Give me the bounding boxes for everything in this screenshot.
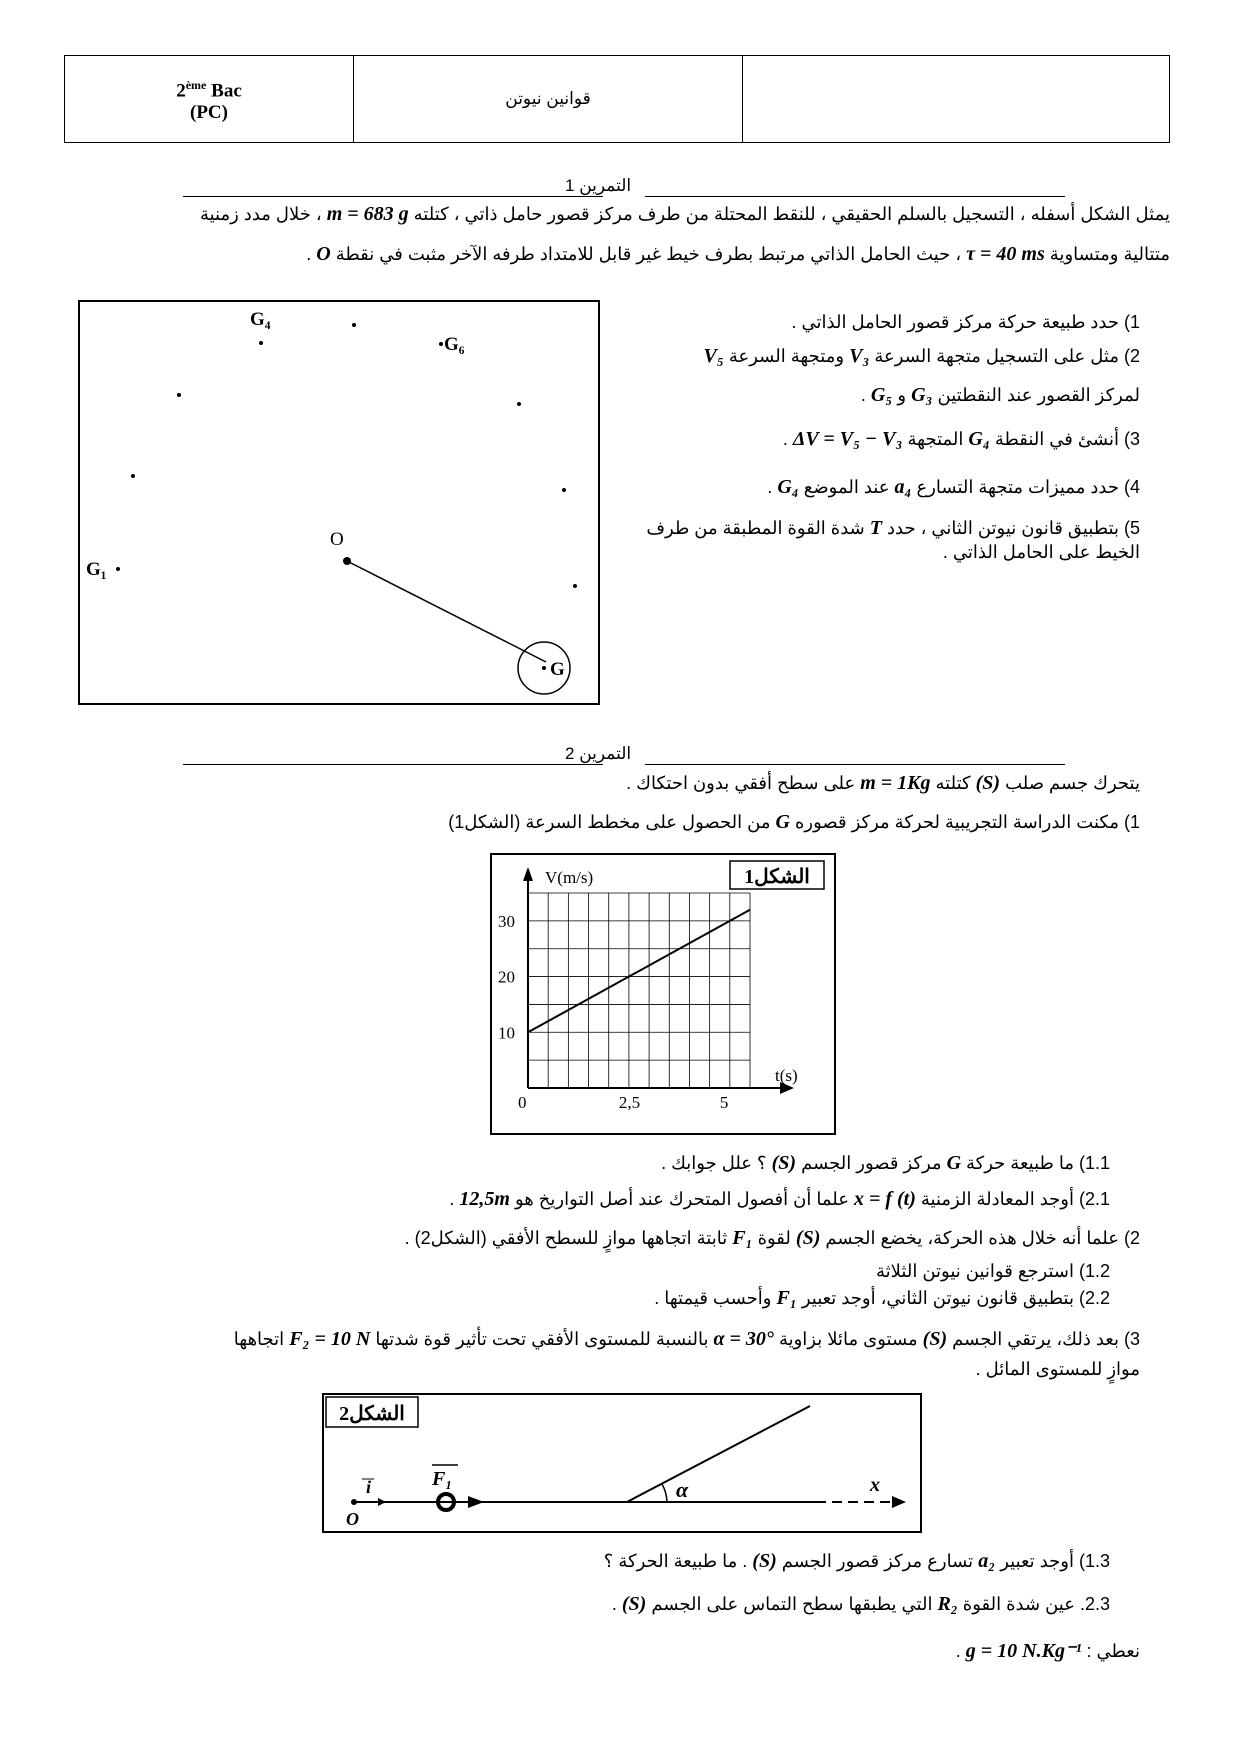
recording-point-g6 xyxy=(439,342,443,346)
exercise2-title-line-left xyxy=(183,764,603,765)
ex2-q3: 3) بعد ذلك، يرتقي الجسم (S) مستوى مائلا بزاوية α = 30° بالنسبة للمستوى الأفقي تحت تأثير قوة شدتها F₂ = 10 N اتجاهها xyxy=(233,1328,1140,1350)
label-o: O xyxy=(330,529,344,550)
recording-point-g2 xyxy=(131,474,135,478)
label-g1: G₁ xyxy=(86,559,107,580)
exercise1-title: التمرين 1 xyxy=(565,176,632,195)
ex1-q3: 3) أنشئ في النقطة G₄ المتجهة ΔV = V₅ − V₃ . xyxy=(782,428,1140,450)
label-g4: G₄ xyxy=(250,309,271,330)
fig2-angle-arc xyxy=(662,1484,667,1502)
stream-label: (PC) xyxy=(190,102,228,124)
chart-x-tick-label: 2,5 xyxy=(618,1093,641,1112)
ex1-q2b: لمركز القصور عند النقطتين G₃ و G₅ . xyxy=(860,384,1140,406)
recording-frame xyxy=(79,301,599,704)
recording-figure xyxy=(78,300,600,705)
chart-ylabel: V(m/s) xyxy=(545,868,594,887)
ex2-q3-line2: موازٍ للمستوى المائل . xyxy=(975,1359,1140,1379)
chart-y-arrow xyxy=(523,867,533,881)
exercise1-title-line-left xyxy=(183,196,603,197)
chart-x-tick-label: 0 xyxy=(518,1093,527,1112)
fig2-alpha: α xyxy=(676,1477,689,1502)
ex2-q2-1: 2.1) أوجد المعادلة الزمنية x = f (t) علما أن أفصول المتحرك عند أصل التواريخ هو 12,5m . xyxy=(449,1188,1110,1210)
fig2-i-arrow xyxy=(378,1498,386,1506)
label-g6: G₆ xyxy=(444,334,465,355)
recording-point-g8 xyxy=(562,488,566,492)
ex1-intro-line1: يمثل الشكل أسفله ، التسجيل بالسلم الحقيقي ، للنقط المحتلة من طرف مركز قصور حامل ذاتي ، كتلته m = 683 g ، خلال مدد زمنية xyxy=(199,203,1170,225)
ex1-q1: 1) حدد طبيعة حركة مركز قصور الحامل الذاتي . xyxy=(791,312,1140,332)
chart-title: الشكل1 xyxy=(744,866,810,888)
ex1-q5b: الخيط على الحامل الذاتي . xyxy=(942,542,1140,562)
ex1-intro-line2: متتالية ومتساوية τ = 40 ms ، حيث الحامل الذاتي مرتبط بطرف خيط غير قابل للامتداد طرفه الآخر مثبت في نقطة O . xyxy=(306,243,1170,265)
incline-figure xyxy=(322,1393,922,1533)
ex2-q2: 2) علما أنه خلال هذه الحركة، يخضع الجسم (S) لقوة F₁ ثابتة اتجاهها موازٍ للسطح الأفقي (الشكل2) . xyxy=(404,1227,1140,1249)
recording-point-g4 xyxy=(259,341,263,345)
velocity-chart xyxy=(490,853,836,1135)
exercise2-title-line-right xyxy=(645,764,1065,765)
exercise2-title: التمرين 2 xyxy=(565,744,632,763)
ex2-q1-2: 1.2) استرجع قوانين نيوتن الثلاثة xyxy=(876,1261,1110,1281)
ex1-q2: 2) مثل على التسجيل متجهة السرعة V₃ ومتجهة السرعة V₅ xyxy=(703,345,1140,367)
recording-point-g9 xyxy=(573,584,577,588)
chart-grid xyxy=(528,893,750,1088)
recording-point-g3 xyxy=(177,393,181,397)
level-cell: 2ème Bac (PC) xyxy=(65,56,354,143)
ex2-intro: يتحرك جسم صلب (S) كتلته m = 1Kg على سطح أفقي بدون احتكاك . xyxy=(626,772,1140,794)
header-table xyxy=(64,55,1170,143)
header-title: قوانين نيوتن xyxy=(354,56,743,143)
label-g: G xyxy=(550,659,565,680)
chart-series xyxy=(528,910,750,1033)
exercise1-title-line-right xyxy=(645,196,1065,197)
recording-point-g1 xyxy=(116,567,120,571)
fig2-x-arrow xyxy=(892,1496,906,1508)
fig2-f1-arrow xyxy=(468,1496,484,1508)
chart-y-tick-label: 20 xyxy=(498,967,515,987)
header-right-cell xyxy=(743,56,1170,143)
fig2-o-label: O xyxy=(346,1509,359,1529)
ex2-q1: 1) مكنت الدراسة التجريبية لحركة مركز قصوره G من الحصول على مخطط السرعة (الشكل1) xyxy=(448,811,1140,833)
recording-thread xyxy=(347,561,546,662)
recording-point-g7 xyxy=(517,402,521,406)
chart-xlabel: t(s) xyxy=(775,1066,798,1085)
ex1-q5: 5) بتطبيق قانون نيوتن الثاني ، حدد T شدة القوة المطبقة من طرف xyxy=(646,517,1140,539)
chart-series-line xyxy=(528,910,750,1033)
ex1-q4: 4) حدد مميزات متجهة التسارع a₄ عند الموضع G₄ . xyxy=(767,476,1140,498)
fig2-title: الشكل2 xyxy=(339,1403,405,1425)
ex2-given: نعطي : g = 10 N.Kg⁻¹ . xyxy=(955,1640,1140,1662)
fig2-x-label: x xyxy=(870,1474,880,1496)
fig2-f1-label: F₁ xyxy=(432,1468,453,1490)
recording-point-g xyxy=(542,666,546,670)
fig2-i-label: i xyxy=(366,1477,372,1497)
ex2-q2-2: 2.2) بتطبيق قانون نيوتن الثاني، أوجد تعبير F₁ وأحسب قيمتها . xyxy=(654,1287,1110,1309)
chart-y-tick-label: 30 xyxy=(498,911,515,931)
ex2-q1-3: 1.3) أوجد تعبير a₂ تسارع مركز قصور الجسم (S) . ما طبيعة الحركة ؟ xyxy=(603,1550,1110,1572)
chart-x-tick-label: 5 xyxy=(719,1093,729,1112)
ex2-q1-1: 1.1) ما طبيعة حركة G مركز قصور الجسم (S) ؟ علل جوابك . xyxy=(661,1152,1110,1174)
chart-y-tick-label: 10 xyxy=(498,1023,515,1043)
ex2-q2-3: 2.3. عين شدة القوة R₂ التي يطبقها سطح التماس على الجسم (S) . xyxy=(611,1593,1110,1615)
fig2-incline xyxy=(627,1406,810,1502)
recording-point-g5 xyxy=(352,323,356,327)
